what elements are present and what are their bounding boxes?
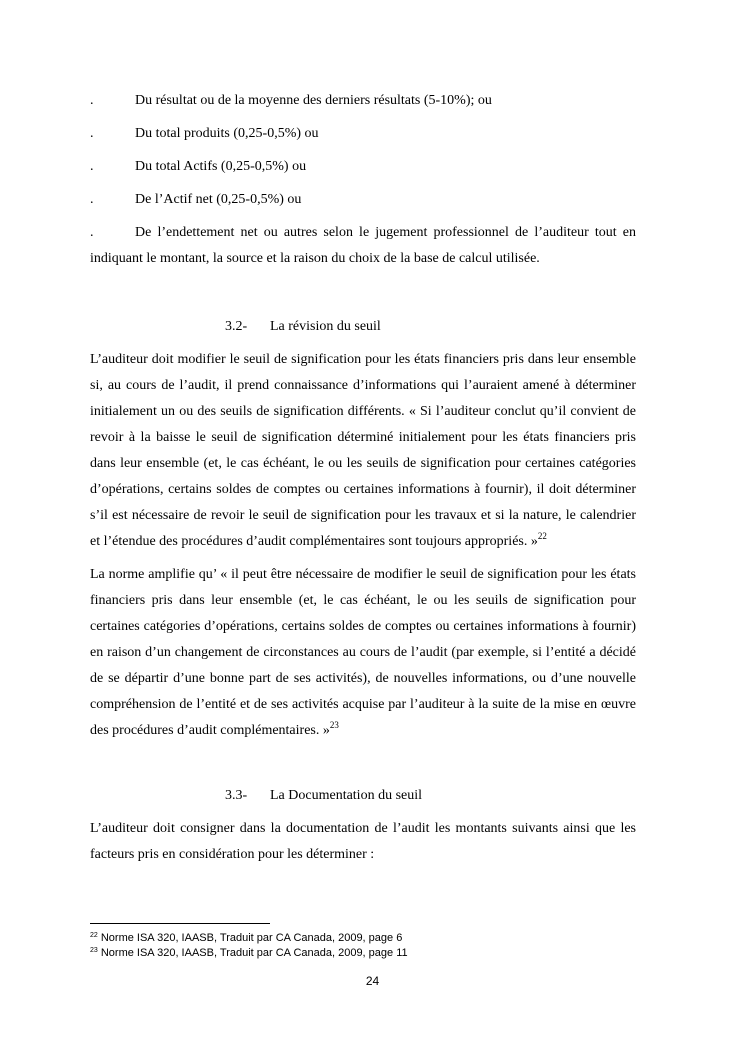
section-title: La Documentation du seuil xyxy=(270,788,423,803)
bullet-item xyxy=(90,154,636,180)
bullet-marker: . xyxy=(90,126,94,141)
footnote-text: Norme ISA 320, IAASB, Traduit par CA Canada, 2009, page 11 xyxy=(97,947,408,959)
bullet-item xyxy=(90,121,636,147)
section-title: La révision du seuil xyxy=(270,319,381,334)
footnote-reference[interactable]: 22 xyxy=(537,531,547,541)
bullet-item-long xyxy=(90,220,636,272)
bullet-marker: . xyxy=(90,93,94,108)
bullet-marker: . xyxy=(90,159,94,174)
page-body xyxy=(90,88,636,875)
bullet-text: De l’endettement net ou autres selon le jugement professionnel de l’auditeur tout en indiquant le montant, la source et la raison du choix de la base de calcul utilisée. xyxy=(90,225,636,266)
footnote-reference[interactable]: 23 xyxy=(329,720,339,730)
paragraph xyxy=(90,816,636,868)
footnote xyxy=(90,946,408,961)
footnote xyxy=(90,931,408,946)
footnote-separator xyxy=(90,923,270,924)
bullet-item xyxy=(90,88,636,114)
paragraph xyxy=(90,562,636,744)
footnote-number: 22 xyxy=(90,932,98,939)
paragraph xyxy=(90,347,636,555)
bullet-marker: . xyxy=(90,225,94,240)
footnote-number: 23 xyxy=(90,947,98,954)
footnote-text: Norme ISA 320, IAASB, Traduit par CA Canada, 2009, page 6 xyxy=(97,932,403,944)
paragraph-text: La norme amplifie qu’ « il peut être nécessaire de modifier le seuil de signification pour les états financiers pris dans leur ensemble (et, le cas échéant, le ou les seuils de signification pour certaines catégories d’opérations, certains soldes de comptes ou certaines informations à fournir) en raison d’un changement de circonstances au cours de l’audit (par exemple, si l’entité a décidé de se départir d’une bonne part de ses activités), de nouvelles informations, ou d’une nouvelle compréhension de l’entité et de ses activités acquise par l’auditeur à la suite de la mise en œuvre des procédures d’audit complémentaires. » xyxy=(90,567,636,738)
paragraph-text: L’auditeur doit consigner dans la documentation de l’audit les montants suivants ainsi que les facteurs pris en considération pour les déterminer : xyxy=(90,821,636,862)
bullet-text: Du total Actifs (0,25-0,5%) ou xyxy=(135,159,307,174)
bullet-text: De l’Actif net (0,25-0,5%) ou xyxy=(135,192,302,207)
section-heading-3-3 xyxy=(90,783,636,809)
bullet-text: Du total produits (0,25-0,5%) ou xyxy=(135,126,319,141)
footnotes xyxy=(90,931,408,961)
bullet-text: Du résultat ou de la moyenne des derniers résultats (5-10%); ou xyxy=(135,93,492,108)
bullet-item xyxy=(90,187,636,213)
paragraph-text: L’auditeur doit modifier le seuil de signification pour les états financiers pris dans leur ensemble si, au cours de l’audit, il prend connaissance d’informations qui l’auraient amené à déterminer initialement un ou des seuils de signification différents. « Si l’auditeur conclut qu’il convient de revoir à la baisse le seuil de signification déterminé initialement pour les états financiers pris dans leur ensemble (et, le cas échéant, le ou les seuils de signification pour certaines catégories d’opérations, certains soldes de comptes ou certaines informations à fournir), il doit déterminer s’il est nécessaire de revoir le seuil de signification pour les travaux et si la nature, le calendrier et l’étendue des procédures d’audit complémentaires sont toujours appropriés. » xyxy=(90,352,636,549)
section-number: 3.3- xyxy=(225,788,248,803)
page-number: 24 xyxy=(365,974,380,988)
section-heading-3-2 xyxy=(90,314,636,340)
section-number: 3.2- xyxy=(225,319,248,334)
bullet-marker: . xyxy=(90,192,94,207)
